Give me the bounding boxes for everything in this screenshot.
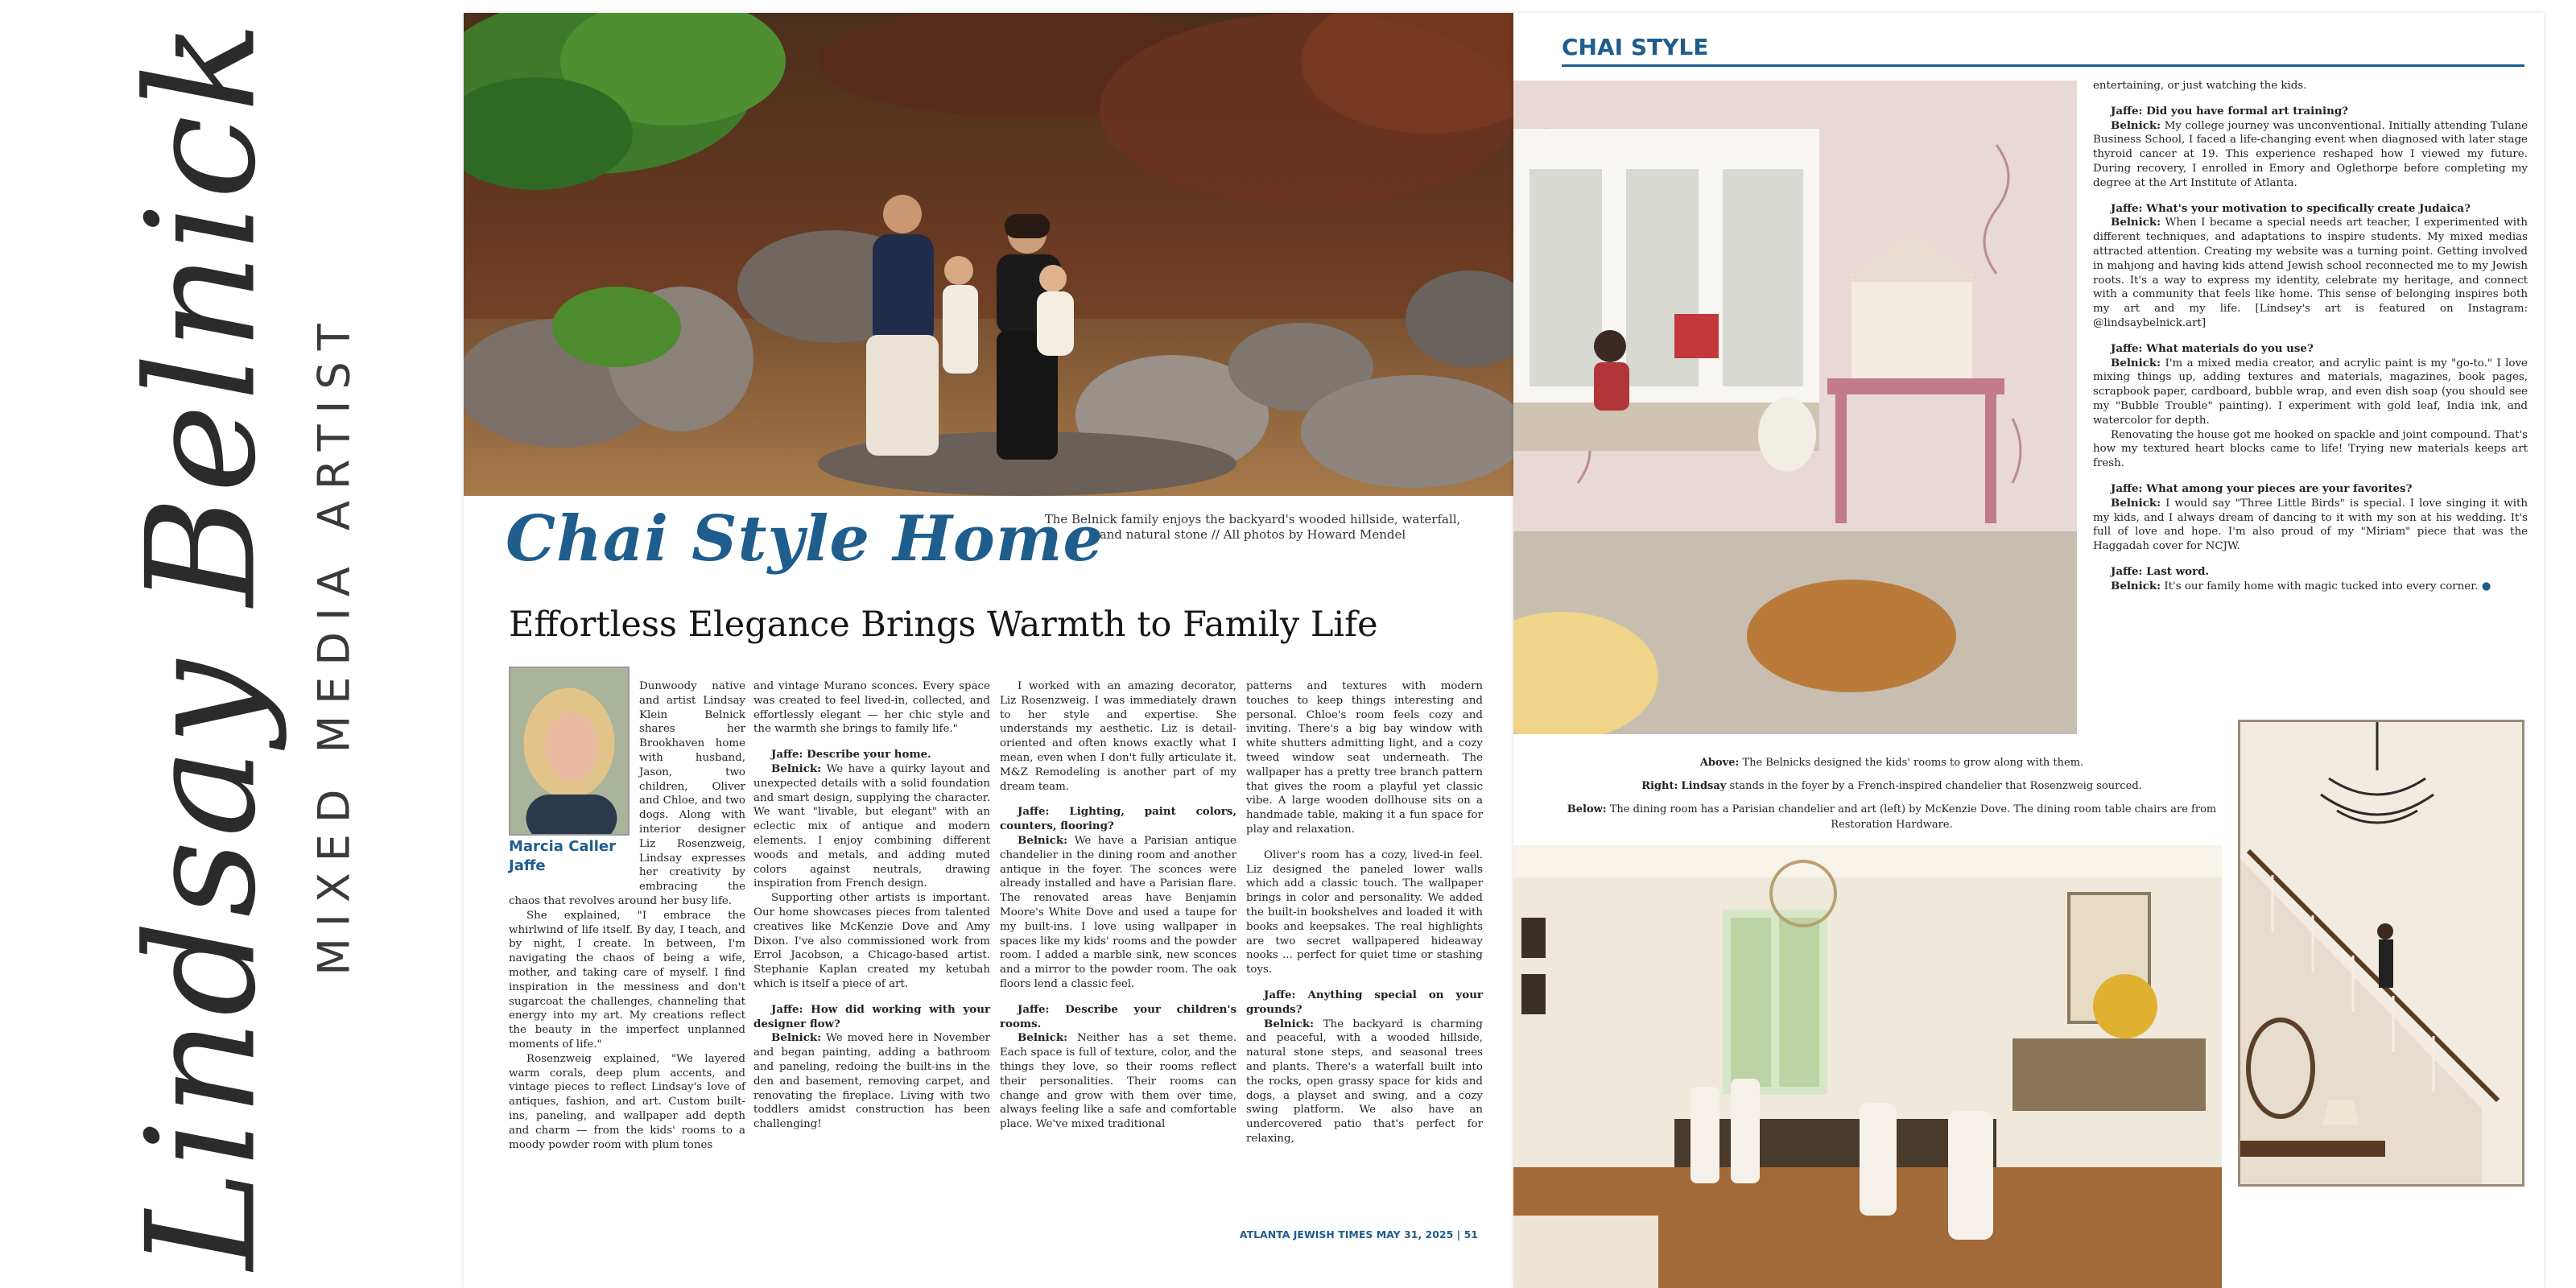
speaker-label: Belnick: — [1264, 1017, 1315, 1030]
caption-label: Right: — [1641, 780, 1678, 792]
section-header: CHAI STYLE — [1562, 34, 1709, 60]
author-byline: Marcia Caller Jaffe — [509, 838, 616, 874]
answer-text: My college journey was unconventional. Initially attending Tulane Business School, I faced a life-changing event when diagnosed with later stage thyroid cancer at 19. This experience reshaped how I viewed my future. During recovery, I enrolled in Emory and Oglethorpe before completing my degree at the Art Institute of Atlanta. — [2093, 119, 2528, 189]
section-rule — [1562, 64, 2524, 67]
article-paragraph: entertaining, or just watching the kids. — [2093, 80, 2307, 92]
caption-text: The Belnicks designed the kids' rooms to grow along with them. — [1742, 757, 2084, 769]
hero-family-photo — [464, 13, 1513, 496]
answer-text: It's our family home with magic tucked into every corner. — [2164, 580, 2479, 592]
answer-text: We have a Parisian antique chandelier in the dining room and another antique in the foyer. The sconces were already installed and have a Parisian flare. The renovated areas have Benjamin Moore's White Dove and used a taupe for my built-ins. I love using wallpaper in spaces like my kids' rooms and the powder room. I added a marble sink, new sconces and a mirror to the powder room. The oak floors lend a classic feel. — [1000, 834, 1236, 990]
article-paragraph: and vintage Murano sconces. Every space was created to feel lived-in, collected, and effortlessly elegant — her chic style and the warmth she brings to family life." — [753, 680, 990, 736]
interview-answer — [2093, 357, 2528, 428]
caption-above — [1562, 755, 2222, 770]
article-paragraph: Renovating the house got me hooked on spackle and joint compound. That's how my textured heart blocks came to life! Trying new materials keeps art fresh. — [2093, 428, 2529, 470]
interview-answer — [2093, 216, 2528, 330]
speaker-label: Belnick: — [2111, 216, 2161, 229]
interview-question: Jaffe: Did you have formal art training? — [2111, 104, 2349, 118]
interview-question: Jaffe: Describe your children's rooms. — [1000, 1002, 1236, 1030]
speaker-label: Belnick: — [1018, 1031, 1068, 1045]
answer-text: We moved here in November and began painting, adding a bathroom and paneling, redoing the built-ins in the den and basement, removing carpet, and renovating the fireplace. Living with two toddlers amidst construction has been challenging! — [753, 1032, 990, 1131]
foyer-photo — [2238, 720, 2524, 1187]
kids-room-photo — [1513, 80, 2077, 734]
article-column-3 — [1000, 679, 1236, 1132]
interview-answer — [753, 1031, 990, 1132]
interview-question: Jaffe: Last word. — [2111, 564, 2210, 578]
caption-label: Above: — [1699, 757, 1740, 769]
speaker-label: Belnick: — [1018, 833, 1068, 847]
article-paragraph: Dunwoody native and artist Lindsay Klein Belnick shares her Brookhaven home with husband, Jason, two children, Oliver and Chloe, and two dogs. Along with interior designer Liz Rosenzweig, Lindsay expresses her creativity by embracing the chaos that revolves around her busy life. — [509, 680, 745, 907]
page-folio: ATLANTA JEWISH TIMES MAY 31, 2025 | 51 — [1239, 1228, 1478, 1241]
speaker-label: Belnick: — [2111, 118, 2161, 132]
article-column-2 — [753, 679, 990, 1132]
article-column-4 — [1246, 679, 1483, 1146]
answer-text: I'm a mixed media creator, and acrylic paint is my "go-to." I love mixing things up, adding textures and materials, magazines, book pages, scrapbook paper, cardboard, bubble wrap, and even dish soap (you should see my "Bubble Trouble" painting). I experiment with gold leaf, India ink, and watercolor for depth. — [2093, 357, 2528, 427]
interview-answer — [2093, 497, 2528, 554]
article-headline: Effortless Elegance Brings Warmth to Family Life — [509, 605, 1378, 645]
speaker-label: Belnick: — [2111, 356, 2161, 369]
answer-text: The backyard is charming and peaceful, with a wooded hillside, natural stone steps, and seasonal trees and plants. There's a waterfall built into the rocks, open grassy space for kids and dogs, a playset and swing, and a cozy swing platform. We also have an undercovered patio that's perfect for relaxing, — [1246, 1018, 1483, 1145]
interview-question: Jaffe: Lighting, paint colors, counters, flooring? — [1000, 805, 1236, 833]
interview-question: Jaffe: What materials do you use? — [2111, 341, 2314, 355]
article-paragraph: She explained, "I embrace the whirlwind of life itself. By day, I teach, and by night, I create. In between, I'm navigating the chaos of being a wife, mother, and taking care of myself. I find inspiration in the messiness and don't sugarcoat the challenges, channeling that energy into my art. My creations reflect the beauty in the imperfect unplanned moments of life." — [509, 909, 745, 1051]
caption-name: Lindsay — [1681, 780, 1727, 792]
speaker-label: Belnick: — [771, 762, 822, 775]
dining-room-photo — [1513, 845, 2222, 1288]
speaker-label: Belnick: — [771, 1031, 822, 1045]
brand-strip — [0, 0, 451, 1288]
interview-answer — [1000, 1031, 1236, 1132]
interview-question: Jaffe: Anything special on your grounds? — [1246, 988, 1483, 1016]
answer-text: When I became a special needs art teacher, I experimented with different techniques, and adaptations to inspire students. My mixed medias attracted attention. Creating my website was a turning point. Getting involved in mahjong and having kids attend Jewish school reconnected me to my Jewish roots. It's a way to express my identity, celebrate my heritage, and connect with a community that feels like home. This sense of belonging inspires both my art and my life. [Lindsey's art is featured on Instagram: @lindsaybelnick.art] — [2093, 217, 2528, 329]
article-column-1 — [509, 679, 745, 1152]
interview-question: Jaffe: What's your motivation to specifically create Judaica? — [2111, 201, 2471, 215]
article-column-5 — [2093, 79, 2528, 594]
caption-text: The dining room has a Parisian chandelier and art (left) by McKenzie Dove. The dining room table chairs are from Restoration Hardware. — [1609, 803, 2217, 831]
interview-answer — [1000, 834, 1236, 992]
caption-label: Below: — [1567, 803, 1607, 815]
interview-answer — [1246, 1018, 1483, 1146]
end-mark-icon: ● — [2481, 580, 2491, 592]
interview-answer — [2093, 580, 2528, 594]
interview-question: Jaffe: What among your pieces are your favorites? — [2111, 481, 2413, 495]
interview-answer — [753, 762, 990, 891]
feature-title: Chai Style Home — [506, 502, 1104, 576]
caption-right — [1562, 778, 2222, 794]
interview-question: Jaffe: Describe your home. — [771, 748, 931, 762]
article-paragraph: Supporting other artists is important. Our home showcases pieces from talented creatives like McKenzie Dove and Amy Dixon. I've also commissioned work from Errol Jacobson, a Chicago-based artist. Stephanie Kaplan created my ketubah which is itself a piece of art. — [753, 892, 990, 990]
photo-captions — [1562, 755, 2222, 840]
speaker-label: Belnick: — [2111, 496, 2161, 510]
answer-text: Neither has a set theme. Each space is full of texture, color, and the things they love, so their rooms reflect their personalities. Their rooms can change and grow with them over time, always feeling like a safe and comfortable place. We've mixed traditional — [1000, 1032, 1236, 1131]
answer-text: We have a quirky layout and unexpected details with a solid foundation and smart design, supplying the character. We want "livable, but elegant" with an eclectic mix of antique and modern elements. I enjoy combining different woods and metals, and adding muted colors against neutrals, drawing inspiration from French design. — [753, 762, 990, 890]
magazine-page-right — [1513, 13, 2544, 1288]
answer-text: I would say "Three Little Birds" is special. I love singing it with my kids, and I always dream of dancing to it with my son at his wedding. It's full of love and hope. I'm also proud of my "Miriam" piece that was the Haggadah cover for NCJW. — [2093, 497, 2528, 553]
interview-answer — [2093, 119, 2528, 191]
article-paragraph: I worked with an amazing decorator, Liz Rosenzweig. I was immediately drawn to her style and expertise. She understands my aesthetic. Liz is detail-oriented and often knows exactly what I mean, even when I don't fully articulate it. M&Z Remodeling is another part of my dream team. — [1000, 680, 1236, 793]
brand-subtitle: MIXED MEDIA ARTIST — [308, 312, 360, 976]
speaker-label: Belnick: — [2111, 579, 2161, 592]
brand-signature: Lindsay Belnick — [114, 18, 289, 1270]
article-paragraph: Oliver's room has a cozy, lived-in feel. Liz designed the paneled lower walls which add a classic touch. The wallpaper brings in color and personality. We added the built-in bookshelves and loaded it with books and keepsakes. The real highlights are two secret wallpapered hideaway nooks ... perfect for quiet time or stashing toys. — [1246, 848, 1483, 976]
hero-caption: The Belnick family enjoys the backyard's wooded hillside, waterfall, and natural stone // All photos by Howard Mendel — [1044, 512, 1461, 542]
interview-question: Jaffe: How did working with your designer flow? — [753, 1002, 990, 1030]
article-paragraph: patterns and textures with modern touches to keep things interesting and personal. Chloe's room feels cozy and inviting. There's a big bay window with white shutters admitting light, and a cozy tweed window seat underneath. The wallpaper has a pretty tree branch pattern that gives the room a playful yet classic vibe. A large wooden dollhouse sits on a handmade table, making it a fun space for play and relaxation. — [1246, 680, 1483, 836]
article-paragraph: Rosenzweig explained, "We layered warm corals, deep plum accents, and vintage pieces to reflect Lindsay's love of antiques, fashion, and art. Custom built-ins, paneling, and wallpaper add depth and charm — from the kids' rooms to a moody powder room with plum tones — [509, 1052, 745, 1151]
caption-below — [1562, 802, 2222, 832]
caption-text: stands in the foyer by a French-inspired chandelier that Rosenzweig sourced. — [1729, 780, 2142, 792]
magazine-page-left — [464, 13, 1513, 1288]
